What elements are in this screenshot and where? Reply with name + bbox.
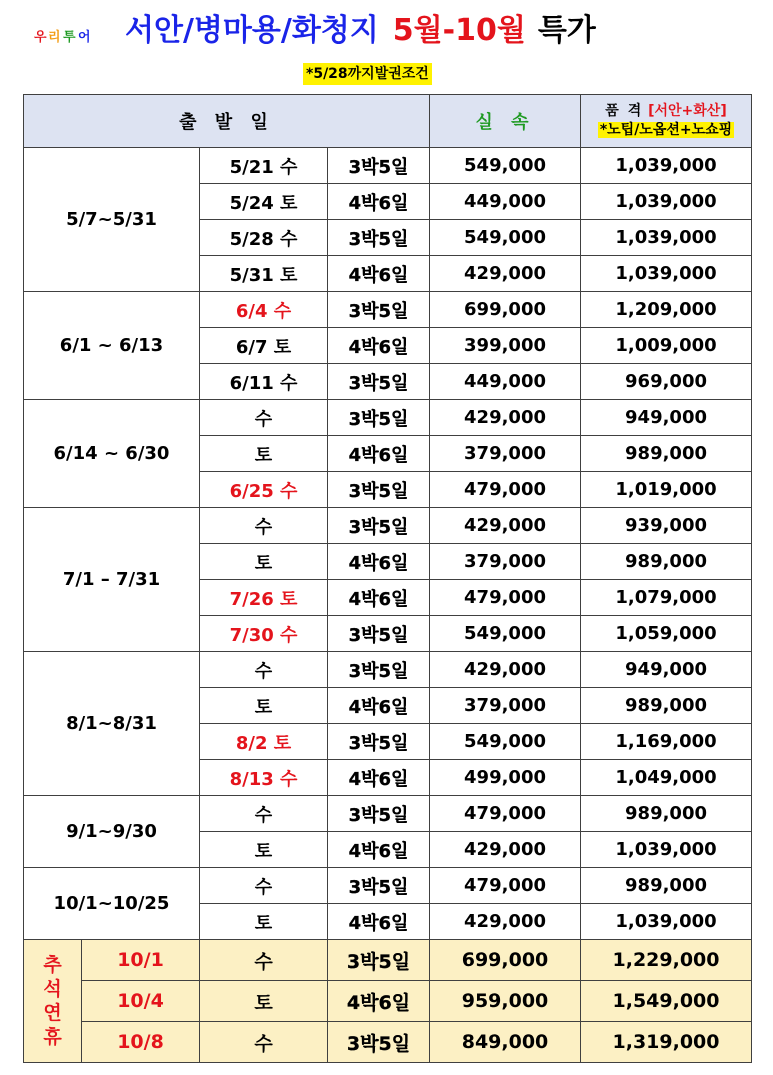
title-months: 5월-10월: [392, 13, 526, 48]
departure-day: 6/7 토: [200, 328, 328, 364]
departure-period: 7/1 – 7/31: [24, 508, 200, 652]
departure-day: 6/25 수: [200, 472, 328, 508]
trip-duration: 3박5일: [328, 148, 430, 184]
basic-price: 499,000: [430, 760, 581, 796]
basic-price: 429,000: [430, 832, 581, 868]
trip-duration: 4박6일: [328, 544, 430, 580]
basic-price: 479,000: [430, 580, 581, 616]
departure-period: 8/1~8/31: [24, 652, 200, 796]
premium-price: 989,000: [581, 436, 752, 472]
logo-char: 어: [78, 30, 90, 45]
premium-price: 1,039,000: [581, 184, 752, 220]
premium-price: 1,039,000: [581, 256, 752, 292]
premium-price: 969,000: [581, 364, 752, 400]
departure-day: 5/28 수: [200, 220, 328, 256]
chuseok-label-char: 석: [43, 978, 62, 1000]
header-premium: [581, 95, 752, 148]
table-row: [24, 868, 752, 904]
trip-duration: 3박5일: [328, 220, 430, 256]
basic-price: 449,000: [430, 184, 581, 220]
trip-duration: 3박5일: [328, 616, 430, 652]
trip-duration: 4박6일: [328, 328, 430, 364]
basic-price: 399,000: [430, 328, 581, 364]
basic-price: 549,000: [430, 220, 581, 256]
trip-duration: 4박6일: [328, 436, 430, 472]
basic-price: 429,000: [430, 256, 581, 292]
premium-price: 949,000: [581, 652, 752, 688]
trip-duration: 4박6일: [328, 981, 430, 1022]
departure-day: 5/24 토: [200, 184, 328, 220]
premium-price: 989,000: [581, 544, 752, 580]
premium-price: 1,079,000: [581, 580, 752, 616]
premium-price: 1,549,000: [581, 981, 752, 1022]
premium-price: 1,039,000: [581, 832, 752, 868]
page-title: [125, 8, 596, 54]
logo-char: 우: [34, 30, 46, 45]
departure-day: 수: [200, 796, 328, 832]
premium-price: 989,000: [581, 688, 752, 724]
basic-price: 959,000: [430, 981, 581, 1022]
premium-price: 1,049,000: [581, 760, 752, 796]
header-departure-date: 출 발 일: [24, 95, 430, 148]
trip-duration: 3박5일: [328, 364, 430, 400]
basic-price: 379,000: [430, 436, 581, 472]
trip-duration: 4박6일: [328, 760, 430, 796]
basic-price: 449,000: [430, 364, 581, 400]
departure-day: 6/4 수: [200, 292, 328, 328]
premium-price: 949,000: [581, 400, 752, 436]
trip-duration: 3박5일: [328, 652, 430, 688]
basic-price: 479,000: [430, 472, 581, 508]
trip-duration: 3박5일: [328, 796, 430, 832]
basic-price: 699,000: [430, 940, 581, 981]
chuseok-row: [24, 940, 752, 981]
price-table-body: [24, 148, 752, 1063]
header-price: 실 속: [430, 95, 581, 148]
logo-char: 리: [48, 30, 60, 45]
departure-day: 수: [200, 868, 328, 904]
premium-price: 1,169,000: [581, 724, 752, 760]
chuseok-date: 10/8: [82, 1022, 200, 1063]
departure-day: 8/2 토: [200, 724, 328, 760]
trip-duration: 4박6일: [328, 580, 430, 616]
premium-price: 1,009,000: [581, 328, 752, 364]
basic-price: 549,000: [430, 724, 581, 760]
departure-day: 5/21 수: [200, 148, 328, 184]
trip-duration: 3박5일: [328, 472, 430, 508]
basic-price: 549,000: [430, 148, 581, 184]
premium-price: 1,319,000: [581, 1022, 752, 1063]
departure-day: 수: [200, 1022, 328, 1063]
departure-day: 토: [200, 832, 328, 868]
basic-price: 549,000: [430, 616, 581, 652]
departure-day: 토: [200, 904, 328, 940]
trip-duration: 3박5일: [328, 724, 430, 760]
premium-label: 품 격: [605, 103, 644, 119]
basic-price: 379,000: [430, 544, 581, 580]
trip-duration: 3박5일: [328, 940, 430, 981]
trip-duration: 4박6일: [328, 256, 430, 292]
table-row: [24, 508, 752, 544]
trip-duration: 4박6일: [328, 904, 430, 940]
basic-price: 429,000: [430, 508, 581, 544]
table-row: [24, 292, 752, 328]
basic-price: 379,000: [430, 688, 581, 724]
chuseok-row: [24, 981, 752, 1022]
basic-price: 479,000: [430, 796, 581, 832]
premium-price: 1,209,000: [581, 292, 752, 328]
chuseok-date: 10/4: [82, 981, 200, 1022]
departure-day: 6/11 수: [200, 364, 328, 400]
logo: [34, 26, 96, 44]
chuseok-label: [24, 940, 82, 1063]
ticketing-condition: *5/28까지발권조건: [303, 63, 432, 85]
departure-period: 5/7~5/31: [24, 148, 200, 292]
trip-duration: 3박5일: [328, 292, 430, 328]
trip-duration: 3박5일: [328, 868, 430, 904]
table-row: [24, 652, 752, 688]
basic-price: 699,000: [430, 292, 581, 328]
premium-route: [서안+화산]: [648, 103, 727, 119]
trip-duration: 3박5일: [328, 1022, 430, 1063]
trip-duration: 4박6일: [328, 688, 430, 724]
basic-price: 429,000: [430, 400, 581, 436]
basic-price: 429,000: [430, 904, 581, 940]
table-row: [24, 148, 752, 184]
departure-period: 6/14 ~ 6/30: [24, 400, 200, 508]
departure-day: 8/13 수: [200, 760, 328, 796]
departure-day: 7/26 토: [200, 580, 328, 616]
departure-day: 토: [200, 436, 328, 472]
premium-price: 1,019,000: [581, 472, 752, 508]
trip-duration: 4박6일: [328, 184, 430, 220]
premium-conditions: *노팁/노옵션+노쇼핑: [599, 122, 733, 138]
departure-day: 수: [200, 508, 328, 544]
basic-price: 429,000: [430, 652, 581, 688]
basic-price: 849,000: [430, 1022, 581, 1063]
departure-day: 수: [200, 400, 328, 436]
chuseok-label-char: 추: [43, 954, 62, 976]
premium-price: 939,000: [581, 508, 752, 544]
departure-period: 10/1~10/25: [24, 868, 200, 940]
table-row: [24, 400, 752, 436]
chuseok-label-char: 휴: [43, 1026, 62, 1048]
departure-day: 수: [200, 652, 328, 688]
premium-price: 989,000: [581, 796, 752, 832]
premium-price: 1,229,000: [581, 940, 752, 981]
premium-price: 1,039,000: [581, 904, 752, 940]
departure-day: 수: [200, 940, 328, 981]
premium-price: 989,000: [581, 868, 752, 904]
premium-price: 1,059,000: [581, 616, 752, 652]
logo-char: 투: [63, 30, 75, 45]
trip-duration: 3박5일: [328, 400, 430, 436]
trip-duration: 4박6일: [328, 832, 430, 868]
chuseok-date: 10/1: [82, 940, 200, 981]
departure-period: 9/1~9/30: [24, 796, 200, 868]
premium-price: 1,039,000: [581, 148, 752, 184]
title-special: 특가: [537, 13, 596, 48]
chuseok-label-char: 연: [43, 1002, 62, 1024]
basic-price: 479,000: [430, 868, 581, 904]
departure-day: 토: [200, 981, 328, 1022]
departure-day: 7/30 수: [200, 616, 328, 652]
departure-day: 토: [200, 544, 328, 580]
price-table: [23, 94, 752, 1063]
departure-period: 6/1 ~ 6/13: [24, 292, 200, 400]
trip-duration: 3박5일: [328, 508, 430, 544]
table-row: [24, 796, 752, 832]
chuseok-row: [24, 1022, 752, 1063]
departure-day: 5/31 토: [200, 256, 328, 292]
premium-price: 1,039,000: [581, 220, 752, 256]
title-destination: 서안/병마용/화청지: [125, 13, 379, 48]
departure-day: 토: [200, 688, 328, 724]
